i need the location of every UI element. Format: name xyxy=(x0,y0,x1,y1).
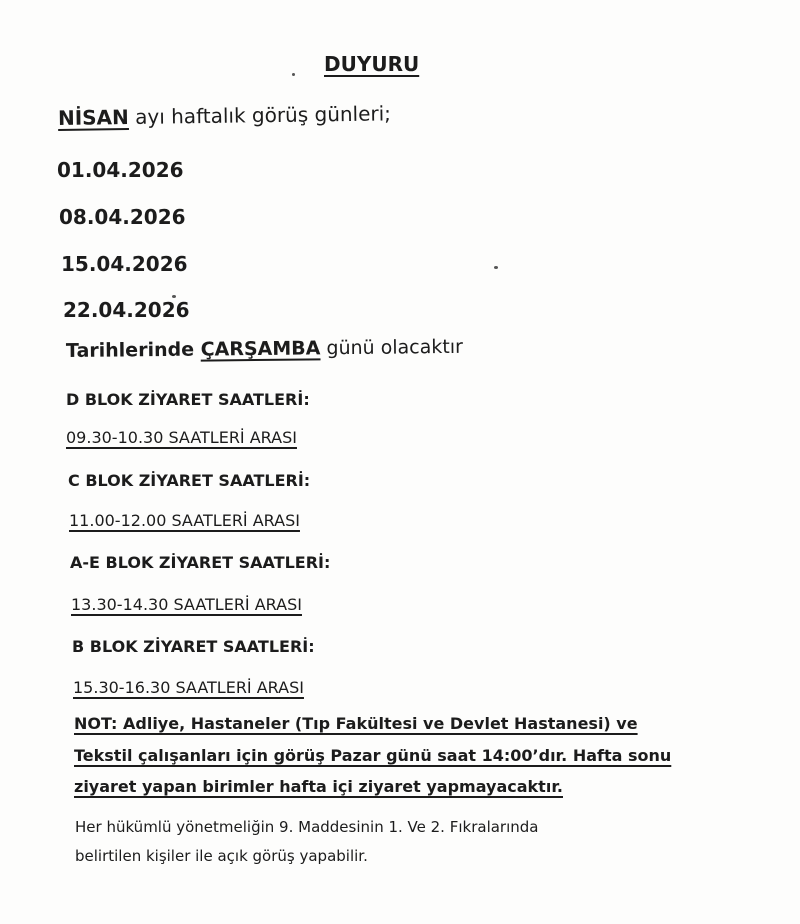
ae-block-heading: A-E BLOK ZİYARET SAATLERİ: xyxy=(70,553,331,572)
c-block-heading: C BLOK ZİYARET SAATLERİ: xyxy=(68,471,311,490)
visit-date: 01.04.2026 xyxy=(57,158,184,182)
d-block-heading: D BLOK ZİYARET SAATLERİ: xyxy=(66,390,310,409)
visit-date: 08.04.2026 xyxy=(59,205,186,229)
ae-block-time: 13.30-14.30 SAATLERİ ARASI xyxy=(71,595,302,614)
weekday-prefix: Tarihlerinde xyxy=(65,338,201,362)
month-intro xyxy=(58,101,391,130)
b-block-heading: B BLOK ZİYARET SAATLERİ: xyxy=(72,637,315,656)
d-block-time: 09.30-10.30 SAATLERİ ARASI xyxy=(66,428,297,447)
c-block-time: 11.00-12.00 SAATLERİ ARASI xyxy=(69,511,300,530)
visit-date: 15.04.2026 xyxy=(61,252,188,276)
note-line: Tekstil çalışanları için görüş Pazar günü saat 14:00’dır. Hafta sonu xyxy=(74,746,672,765)
footer-text: Her hükümlü yönetmeliğin 9. Maddesinin 1. Ve 2. Fıkralarında xyxy=(75,818,539,836)
page-title: DUYURU xyxy=(324,52,420,76)
scan-speck xyxy=(494,266,498,269)
month-intro-text: ayı haftalık görüş günleri; xyxy=(128,101,392,130)
scan-speck xyxy=(292,73,295,76)
footer-text: belirtilen kişiler ile açık görüş yapabilir. xyxy=(75,847,368,865)
note-line: NOT: Adliye, Hastaneler (Tıp Fakültesi ve Devlet Hastanesi) ve xyxy=(74,714,638,733)
weekday-suffix: günü olacaktır xyxy=(320,335,463,360)
note-line: ziyaret yapan birimler hafta içi ziyaret yapmayacaktır. xyxy=(74,777,563,796)
month-word: NİSAN xyxy=(57,105,129,130)
weekday-sentence xyxy=(66,336,463,363)
weekday-word: ÇARŞAMBA xyxy=(200,337,321,361)
visit-date: 22.04.2026 xyxy=(63,298,190,322)
b-block-time: 15.30-16.30 SAATLERİ ARASI xyxy=(73,678,304,697)
